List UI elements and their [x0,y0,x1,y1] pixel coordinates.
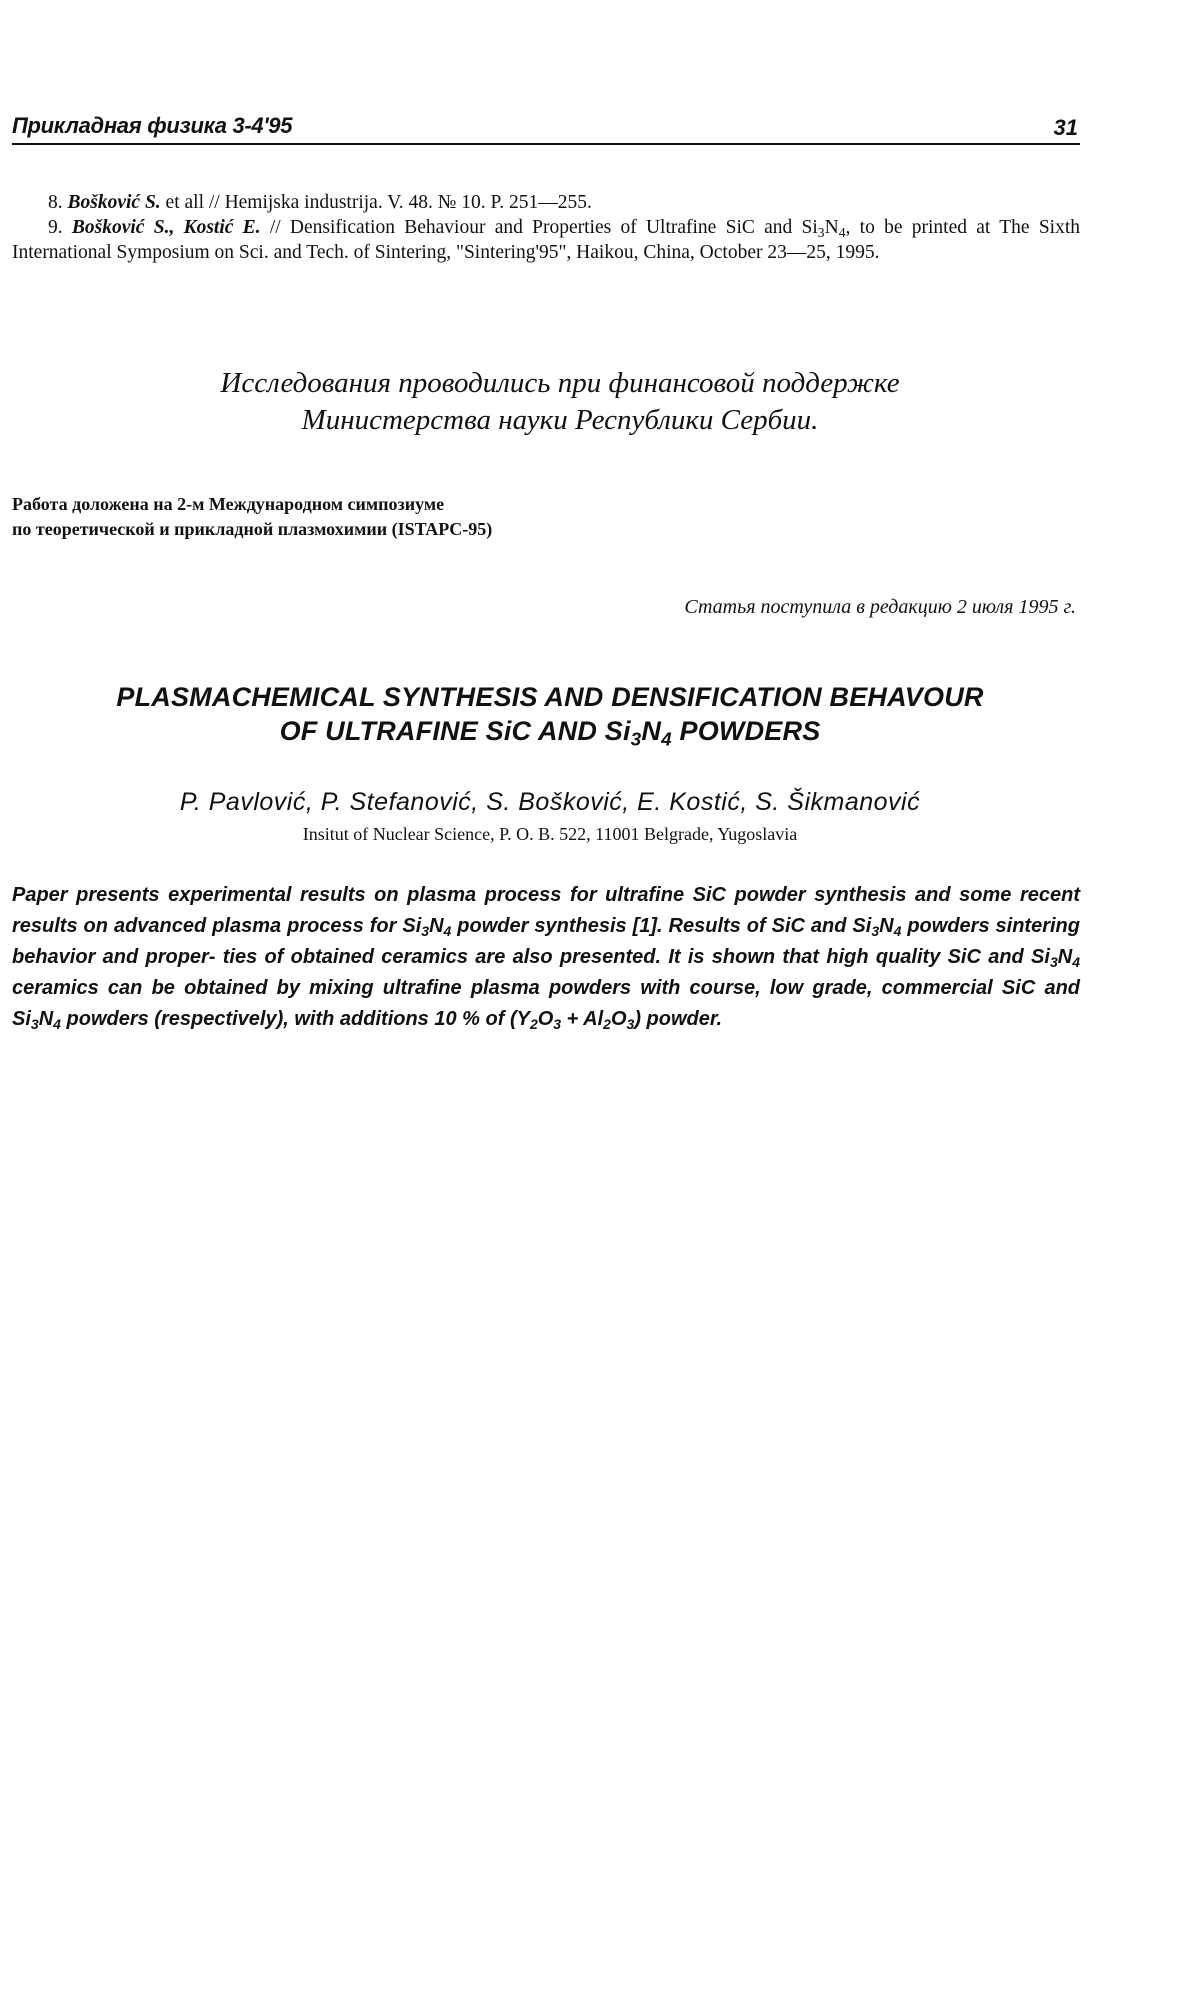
received-date: Статья поступила в редакцию 2 июля 1995 г. [684,596,1076,618]
subscript: 4 [661,729,672,751]
subscript: 2 [529,1016,538,1033]
page-number: 31 [1053,115,1078,140]
abstract-text: O [610,1008,627,1030]
reference-list [12,190,1080,265]
subscript: 4 [838,225,846,241]
abstract [12,880,1080,1035]
reference-text: N [824,217,839,238]
abstract-text: O [537,1008,554,1030]
reference-item [12,215,1080,265]
abstract-text: ceramics can be obtained by mixing ultrafine plasma powders with course, low grade, commercial SiC and Si [12,977,1080,1030]
abstract-text: N [1057,946,1073,968]
reference-text: et all // Hemijska industrija. V. 48. № 10. P. 251—255. [160,192,592,213]
abstract-text: + Al [561,1008,604,1030]
reference-number: 9. [48,217,63,238]
title-text: N [641,716,662,746]
subscript: 4 [1072,954,1080,971]
reference-text: , to be printed at The Sixth International Symposium on Sci. and Tech. of Sintering, "Sintering'95", Haikou, China, October 23—25, 1995. [12,217,1080,263]
abstract-text: powders sintering behavior and proper- ties of obtained ceramics are also presented. It is shown that high quality SiC and Si [12,915,1080,968]
subscript: 3 [1049,954,1058,971]
acknowledgement [0,365,1100,439]
subscript: 2 [603,1016,611,1033]
conference-note [12,492,492,542]
reference-text: // Densification Behaviour and Properties of Ultrafine SiC and Si [260,217,818,238]
reference-number: 8. [48,192,63,213]
abstract-text: powders (respectively), with additions 10 % of (Y [60,1008,530,1030]
subscript: 3 [421,923,430,940]
subscript: 3 [630,729,642,751]
reference-authors: Bošković S., Kostić E. [71,217,261,238]
journal-title: Прикладная физика 3-4'95 [12,113,293,138]
title-line: PLASMACHEMICAL SYNTHESIS AND DENSIFICATION BEHAVOUR [116,682,984,712]
article-affiliation: Insitut of Nuclear Science, P. O. B. 522, 11001 Belgrade, Yugoslavia [302,824,798,844]
title-text: OF ULTRAFINE SiC AND Si [279,716,631,746]
article-title [30,680,1070,751]
subscript: 3 [626,1016,635,1033]
conference-line: по теоретической и прикладной плазмохимии (ISTAPC-95) [12,519,493,539]
subscript: 3 [30,1016,39,1033]
article-authors: P. Pavlović, P. Stefanović, S. Bošković, E. Kostić, S. Šikmanović [179,788,921,816]
title-line [30,714,1070,751]
subscript: 3 [871,923,880,940]
abstract-text: ) powder. [634,1008,723,1030]
abstract-text: Paper presents experimental results on plasma process for ultrafine SiC powder synthesis and some recent results on advanced plasma process for Si [12,884,1080,937]
abstract-text: N [38,1008,54,1030]
subscript: 3 [553,1016,562,1033]
subscript: 3 [817,225,825,241]
acknowledgement-line: Исследования проводились при финансовой поддержке [220,367,900,399]
abstract-text: N [879,915,894,937]
abstract-text: N [429,915,444,937]
conference-line: Работа доложена на 2-м Международном симпозиуме [12,494,445,514]
acknowledgement-line: Министерства науки Республики Сербии. [301,404,819,436]
subscript: 4 [443,923,452,940]
title-text: POWDERS [671,716,821,746]
reference-item [12,190,1080,215]
abstract-text: powder synthesis [1]. Results of SiC and Si [451,915,872,937]
reference-authors: Bošković S. [67,192,161,213]
subscript: 4 [53,1016,61,1033]
subscript: 4 [893,923,902,940]
running-header [12,105,1080,145]
